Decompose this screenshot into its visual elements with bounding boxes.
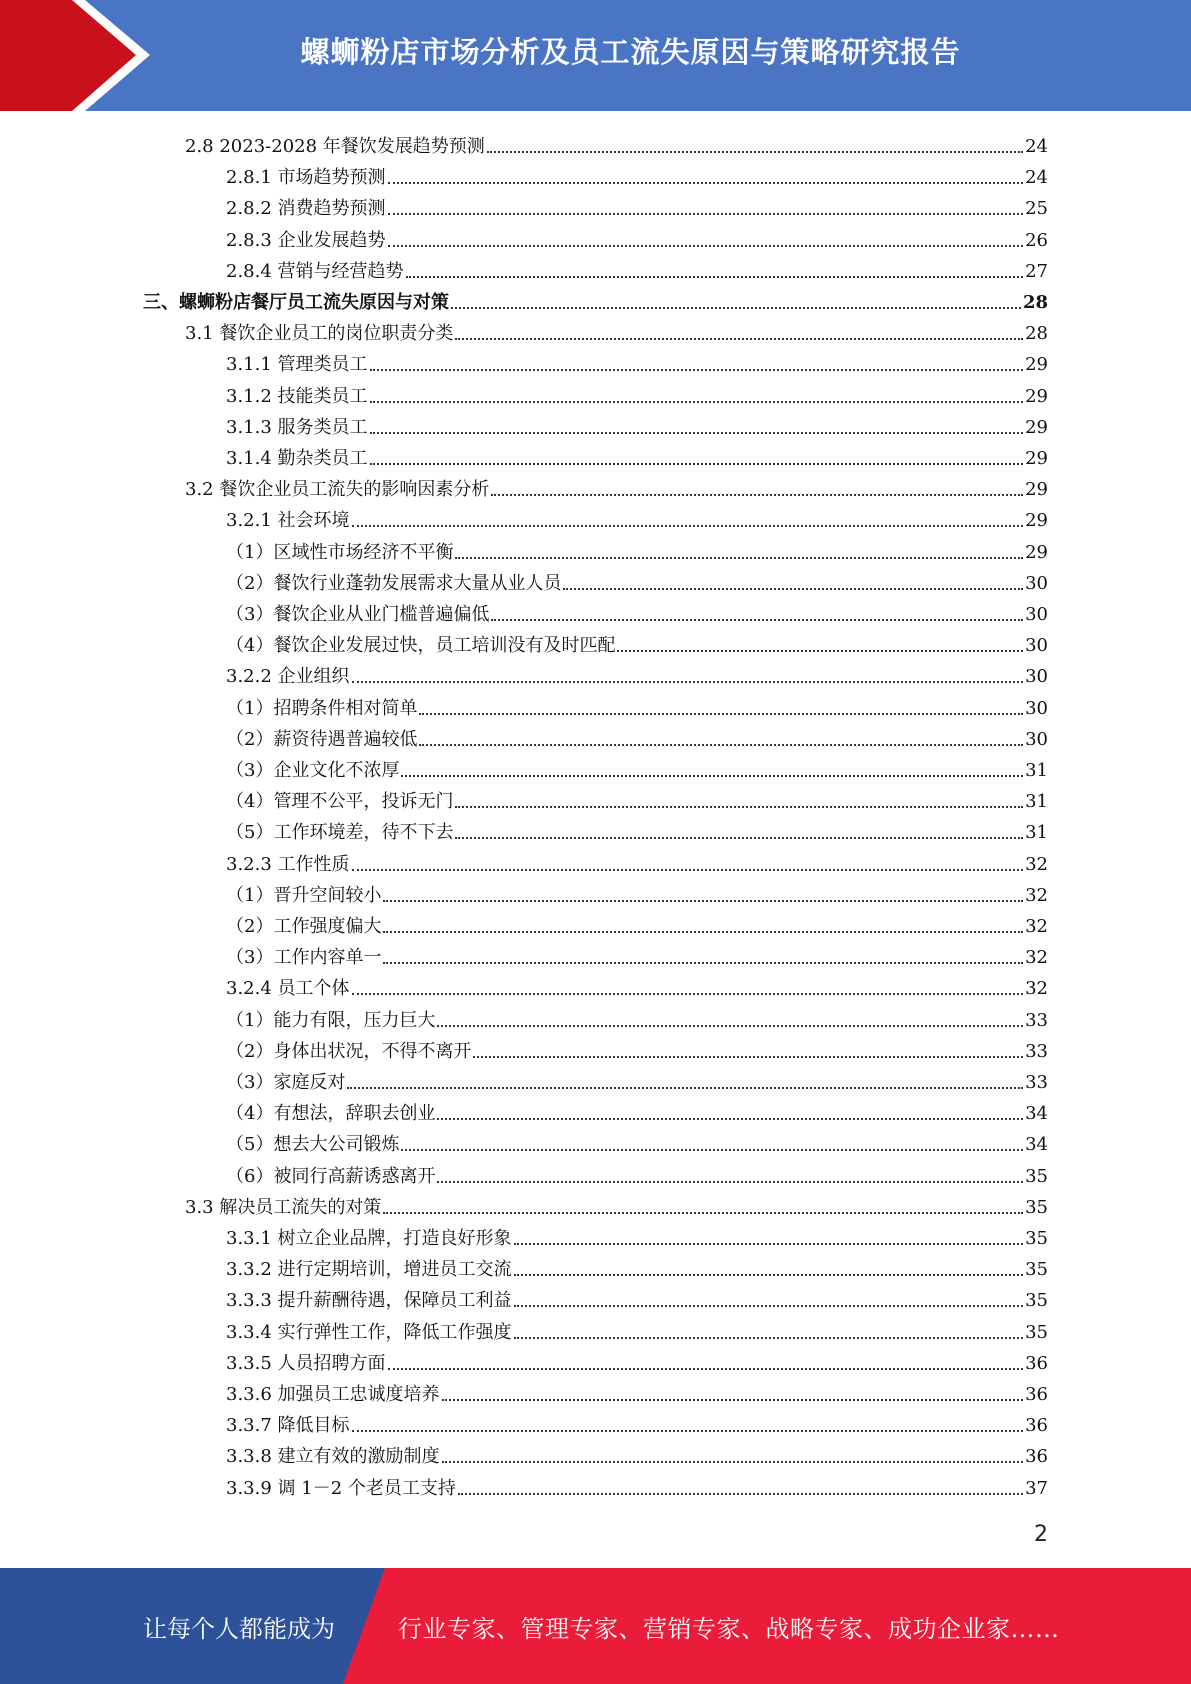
toc-dot-leader (370, 463, 1024, 465)
toc-entry-title: 2.8.1 市场趋势预测 (226, 167, 386, 189)
toc-entry-title: （3）家庭反对 (226, 1072, 346, 1093)
toc-entry-page: 29 (1025, 510, 1048, 532)
toc-dot-leader (514, 1274, 1024, 1276)
toc-entry[interactable] (226, 721, 1048, 751)
toc-entry-page: 31 (1025, 760, 1048, 781)
toc-dot-leader (352, 993, 1024, 995)
toc-entry[interactable] (226, 1002, 1048, 1032)
toc-dot-leader (406, 276, 1024, 278)
toc-entry-page: 35 (1025, 1290, 1048, 1312)
toc-entry[interactable] (185, 315, 1048, 345)
toc-entry-title: （2）身体出状况，不得不离开 (226, 1040, 472, 1062)
toc-dot-leader (455, 806, 1023, 808)
toc-dot-leader (388, 182, 1024, 184)
toc-entry-page: 29 (1025, 354, 1048, 376)
toc-dot-leader (383, 962, 1023, 964)
toc-entry-page: 35 (1025, 1321, 1048, 1343)
toc-entry[interactable] (226, 222, 1048, 252)
toc-dot-leader (370, 401, 1024, 403)
toc-entry[interactable] (143, 284, 1048, 314)
toc-entry-page: 33 (1025, 1040, 1048, 1062)
toc-entry[interactable] (226, 970, 1048, 1000)
toc-entry-title: 2.8.4 营销与经营趋势 (226, 260, 404, 282)
toc-entry[interactable] (226, 658, 1048, 688)
toc-entry-page: 33 (1025, 1072, 1048, 1093)
toc-entry-title: 2.8 2023-2028 年餐饮发展趋势预测 (185, 136, 485, 157)
toc-dot-leader (487, 151, 1023, 153)
toc-entry-page: 36 (1025, 1384, 1048, 1405)
toc-entry-title: 3.1.2 技能类员工 (226, 385, 368, 407)
toc-entry-title: 3.2.3 工作性质 (226, 853, 350, 875)
toc-dot-leader (458, 1493, 1023, 1495)
toc-entry-title: （1）招聘条件相对简单 (226, 697, 418, 719)
toc-entry-page: 35 (1025, 1259, 1048, 1281)
toc-entry[interactable] (226, 596, 1048, 626)
toc-dot-leader (401, 775, 1023, 777)
toc-entry[interactable] (226, 1345, 1048, 1375)
toc-dot-leader (442, 1399, 1024, 1401)
toc-entry-page: 30 (1025, 572, 1048, 594)
toc-entry-title: （6）被同行高薪诱惑离开 (226, 1165, 436, 1187)
toc-dot-leader (352, 681, 1024, 683)
page-footer (0, 1568, 1191, 1684)
toc-entry-page: 28 (1025, 323, 1048, 345)
toc-entry-page: 25 (1025, 198, 1048, 220)
toc-entry-title: （2）工作强度偏大 (226, 916, 382, 937)
toc-entry[interactable] (226, 346, 1048, 376)
toc-entry-title: （5）工作环境差，待不下去 (226, 822, 454, 844)
toc-dot-leader (388, 1368, 1024, 1370)
toc-entry-title: 3.3.7 降低目标 (226, 1415, 350, 1437)
toc-entry[interactable] (226, 783, 1048, 813)
toc-entry-title: 3.1.3 服务类员工 (226, 416, 368, 438)
toc-entry[interactable] (226, 627, 1048, 657)
toc-entry[interactable] (226, 1438, 1048, 1468)
toc-entry[interactable] (185, 1189, 1048, 1219)
toc-entry-page: 32 (1025, 947, 1048, 969)
toc-entry-page: 30 (1025, 604, 1048, 625)
toc-dot-leader (514, 1243, 1024, 1245)
toc-dot-leader (419, 713, 1023, 715)
toc-entry-page: 29 (1025, 385, 1048, 407)
toc-entry-title: 3.2 餐饮企业员工流失的影响因素分析 (185, 479, 490, 501)
toc-entry[interactable] (226, 877, 1048, 907)
toc-entry-page: 34 (1025, 1134, 1048, 1156)
toc-entry-title: （3）工作内容单一 (226, 947, 382, 969)
toc-entry[interactable] (226, 502, 1048, 532)
toc-entry-page: 35 (1025, 1165, 1048, 1187)
toc-dot-leader (437, 1118, 1023, 1120)
toc-entry[interactable] (226, 1158, 1048, 1188)
toc-entry[interactable] (226, 534, 1048, 564)
toc-dot-leader (514, 1305, 1024, 1307)
toc-entry[interactable] (185, 471, 1048, 501)
toc-entry-title: 3.3.8 建立有效的激励制度 (226, 1446, 440, 1468)
toc-entry-page: 32 (1025, 978, 1048, 1000)
toc-entry-page: 27 (1025, 260, 1048, 282)
toc-dot-leader (383, 1212, 1023, 1214)
toc-dot-leader (491, 494, 1023, 496)
toc-dot-leader (617, 650, 1023, 652)
toc-entry-page: 34 (1025, 1103, 1048, 1125)
toc-entry-page: 30 (1025, 635, 1048, 657)
toc-dot-leader (388, 213, 1024, 215)
toc-entry[interactable] (226, 1126, 1048, 1156)
footer-slogan-left: 让每个人都能成为 (143, 1614, 335, 1643)
toc-dot-leader (419, 744, 1023, 746)
toc-entry-title: 3.2.1 社会环境 (226, 510, 350, 532)
toc-entry[interactable] (226, 690, 1048, 720)
toc-entry-title: （1）能力有限，压力巨大 (226, 1009, 436, 1031)
toc-entry-page: 37 (1025, 1477, 1048, 1499)
toc-entry[interactable] (226, 159, 1048, 189)
toc-entry[interactable] (226, 1064, 1048, 1094)
toc-dot-leader (451, 307, 1021, 309)
toc-entry[interactable] (226, 378, 1048, 408)
toc-dot-leader (473, 1056, 1023, 1058)
toc-entry-page: 32 (1025, 853, 1048, 875)
toc-dot-leader (437, 1181, 1023, 1183)
toc-entry-title: 3.3.5 人员招聘方面 (226, 1352, 386, 1374)
toc-entry-title: 3.1 餐饮企业员工的岗位职责分类 (185, 323, 454, 345)
toc-entry-title: 3.3.6 加强员工忠诚度培养 (226, 1384, 440, 1405)
toc-entry-page: 33 (1025, 1009, 1048, 1031)
toc-entry-title: 3.3.2 进行定期培训，增进员工交流 (226, 1259, 512, 1281)
toc-entry[interactable] (226, 908, 1048, 938)
toc-entry[interactable] (226, 1282, 1048, 1312)
toc-entry-title: （2）餐饮行业蓬勃发展需求大量从业人员 (226, 572, 562, 594)
footer-slogan-right: 行业专家、管理专家、营销专家、战略专家、成功企业家…… (398, 1614, 1060, 1643)
toc-entry-page: 32 (1025, 884, 1048, 906)
toc-entry-title: 2.8.2 消费趋势预测 (226, 198, 386, 220)
toc-dot-leader (383, 900, 1023, 902)
toc-entry-page: 30 (1025, 666, 1048, 688)
toc-entry-page: 30 (1025, 728, 1048, 750)
toc-dot-leader (455, 837, 1023, 839)
toc-entry-title: 3.3.4 实行弹性工作，降低工作强度 (226, 1321, 512, 1343)
document-title: 螺蛳粉店市场分析及员工流失原因与策略研究报告 (300, 34, 961, 69)
toc-entry-page: 36 (1025, 1352, 1048, 1374)
toc-entry-page: 29 (1025, 541, 1048, 563)
toc-dot-leader (352, 525, 1024, 527)
toc-entry[interactable] (226, 1470, 1048, 1500)
toc-entry[interactable] (226, 814, 1048, 844)
toc-entry[interactable] (226, 939, 1048, 969)
toc-dot-leader (352, 1430, 1024, 1432)
toc-dot-leader (370, 432, 1024, 434)
toc-dot-leader (514, 1337, 1024, 1339)
toc-entry-title: 3.3 解决员工流失的对策 (185, 1196, 382, 1218)
toc-entry[interactable] (226, 1376, 1048, 1406)
toc-entry-title: 3.1.1 管理类员工 (226, 354, 368, 376)
toc-entry[interactable] (226, 440, 1048, 470)
toc-entry-title: （3）企业文化不浓厚 (226, 760, 400, 781)
toc-entry[interactable] (226, 1095, 1048, 1125)
toc-entry[interactable] (226, 253, 1048, 283)
toc-entry-page: 26 (1025, 229, 1048, 251)
toc-dot-leader (370, 369, 1024, 371)
toc-entry-title: （2）薪资待遇普遍较低 (226, 728, 418, 750)
toc-entry[interactable] (226, 752, 1048, 782)
header-chevron-decoration (0, 0, 160, 111)
toc-dot-leader (563, 588, 1023, 590)
toc-entry-title: 3.1.4 勤杂类员工 (226, 448, 368, 469)
toc-entry-page: 35 (1025, 1196, 1048, 1218)
toc-entry[interactable] (226, 1314, 1048, 1344)
toc-dot-leader (455, 557, 1023, 559)
toc-entry-page: 29 (1025, 416, 1048, 438)
toc-dot-leader (388, 245, 1024, 247)
toc-entry-title: 2.8.3 企业发展趋势 (226, 229, 386, 251)
toc-entry-page: 32 (1025, 916, 1048, 937)
toc-entry-title: （3）餐饮企业从业门槛普遍偏低 (226, 604, 490, 625)
toc-entry-title: （1）晋升空间较小 (226, 884, 382, 906)
page-header (0, 0, 1191, 111)
toc-dot-leader (352, 869, 1024, 871)
toc-entry-page: 36 (1025, 1415, 1048, 1437)
toc-entry-title: （1）区域性市场经济不平衡 (226, 541, 454, 563)
toc-entry-title: 3.3.9 调 1－2 个老员工支持 (226, 1477, 456, 1499)
toc-entry[interactable] (185, 128, 1048, 158)
toc-entry-page: 29 (1025, 448, 1048, 469)
toc-entry-page: 35 (1025, 1228, 1048, 1249)
toc-entry[interactable] (226, 1033, 1048, 1063)
page-number: 2 (1034, 1522, 1048, 1547)
toc-entry-page: 36 (1025, 1446, 1048, 1468)
toc-entry-title: 3.2.4 员工个体 (226, 978, 350, 1000)
toc-entry-page: 30 (1025, 697, 1048, 719)
toc-entry[interactable] (226, 190, 1048, 220)
toc-entry[interactable] (226, 1251, 1048, 1281)
toc-dot-leader (442, 1461, 1024, 1463)
toc-entry-page: 24 (1025, 167, 1048, 189)
toc-entry-title: （4）有想法，辞职去创业 (226, 1103, 436, 1125)
toc-dot-leader (401, 1149, 1023, 1151)
toc-entry-title: 3.3.3 提升薪酬待遇，保障员工利益 (226, 1290, 512, 1312)
toc-entry-title: 3.2.2 企业组织 (226, 666, 350, 688)
toc-entry-title: 三、螺蛳粉店餐厅员工流失原因与对策 (143, 292, 449, 313)
toc-dot-leader (383, 931, 1023, 933)
toc-entry[interactable] (226, 1407, 1048, 1437)
toc-entry-title: （4）餐饮企业发展过快，员工培训没有及时匹配 (226, 635, 616, 657)
toc-dot-leader (347, 1087, 1023, 1089)
toc-entry[interactable] (226, 409, 1048, 439)
toc-entry[interactable] (226, 846, 1048, 876)
toc-entry-page: 31 (1025, 791, 1048, 813)
toc-entry-page: 24 (1025, 136, 1048, 157)
toc-entry-title: （4）管理不公平，投诉无门 (226, 791, 454, 813)
toc-dot-leader (455, 338, 1023, 340)
toc-entry-page: 28 (1022, 292, 1048, 313)
toc-entry[interactable] (226, 565, 1048, 595)
toc-dot-leader (491, 619, 1023, 621)
toc-entry[interactable] (226, 1220, 1048, 1250)
toc-entry-title: （5）想去大公司锻炼 (226, 1134, 400, 1156)
toc-entry-page: 31 (1025, 822, 1048, 844)
toc-dot-leader (437, 1025, 1023, 1027)
toc-entry-page: 29 (1025, 479, 1048, 501)
toc-entry-title: 3.3.1 树立企业品牌，打造良好形象 (226, 1228, 512, 1249)
